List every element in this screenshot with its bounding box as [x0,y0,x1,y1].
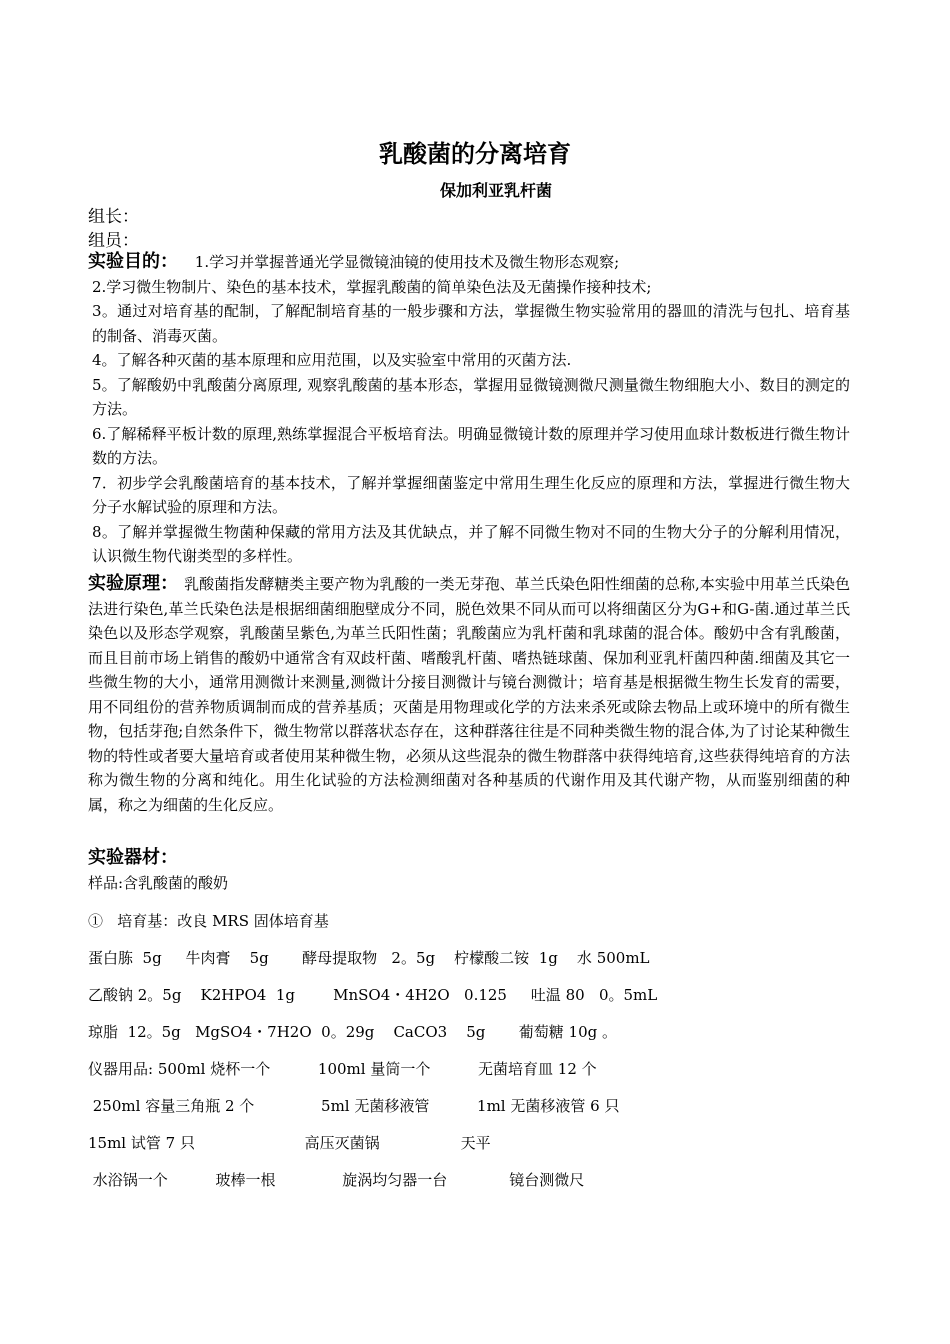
materials-section [88,846,850,895]
purpose-item: 8。了解并掌握微生物菌种保藏的常用方法及其优缺点，并了解不同微生物对不同的生物大分子的分解利用情况，认识微生物代谢类型的多样性。 [92,522,850,565]
purpose-item: 4。了解各种灭菌的基本原理和应用范围，以及实验室中常用的灭菌方法. [92,351,572,369]
material-line: 蛋白胨 5g 牛肉膏 5g 酵母提取物 2。5g 柠檬酸二铵 1g 水 500mL [88,949,650,967]
sample-text: 样品:含乳酸菌的酸奶 [88,873,229,892]
materials-heading: 实验器材： [88,847,178,868]
material-line: 15ml 试管 7 只 高压灭菌锅 天平 [88,1134,491,1152]
material-line: ① 培育基：改良 MRS 固体培育基 [88,912,329,930]
principle-text: 乳酸菌指发酵糖类主要产物为乳酸的一类无芽孢、革兰氏染色阳性细菌的总称,本实验中用革兰氏染色法进行染色,革兰氏染色法是根据细菌细胞壁成分不同，脱色效果不同从而可以将细菌区分为G+和G-菌.通过革兰氏染色以及形态学观察，乳酸菌呈紫色,为革兰氏阳性菌；乳酸菌应为乳杆菌和乳球菌的混合体。酸奶中含有乳酸菌，而且目前市场上销售的酸奶中通常含有双歧杆菌、嗜酸乳杆菌、嗜热链球菌、保加利亚乳杆菌四种菌.细菌及其它一些微生物的大小，通常用测微计来测量,测微计分接目测微计与镜台测微计；培育基是根据微生物生长发育的需要，用不同组份的营养物质调制而成的营养基质；灭菌是用物理或化学的方法来杀死或除去物品上或环境中的所有微生物，包括芽孢;自然条件下，微生物常以群落状态存在，这种群落往往是不同种类微生物的混合体,为了讨论某种微生物的特性或者要大量培育或者使用某种微生物，必须从这些混杂的微生物群落中获得纯培育,这些获得纯培育的方法称为微生物的分离和纯化。用生化试验的方法检测细菌对各种基质的代谢作用及其代谢产物，从而鉴别细菌的种属，称之为细菌的生化反应。 [88,575,850,814]
material-line: 250ml 容量三角瓶 2 个 5ml 无菌移液管 1ml 无菌移液管 6 只 [88,1097,620,1115]
purpose-item: 7．初步学会乳酸菌培育的基本技术，了解并掌握细菌鉴定中常用生理生化反应的原理和方法，掌握进行微生物大分子水解试验的原理和方法。 [92,473,850,516]
principle-heading: 实验原理： [88,573,179,594]
purpose-item: 5。了解酸奶中乳酸菌分离原理, 观察乳酸菌的基本形态，掌握用显微镜测微尺测量微生物细胞大小、数目的测定的方法。 [92,375,850,418]
purpose-item: 6.了解稀释平板计数的原理,熟练掌握混合平板培育法。明确显微镜计数的原理并学习使用血球计数板进行微生物计数的方法。 [92,424,850,467]
leader-label: 组长： [88,207,139,227]
principle-section [88,572,850,817]
purpose-heading: 实验目的： [88,251,178,272]
material-line: 乙酸钠 2。5g K2HPO4 1g MnSO4・4H2O 0.125 吐温 80 0。5mL [88,986,658,1004]
purpose-item: 3。通过对培育基的配制，了解配制培育基的一般步骤和方法，掌握微生物实验常用的器皿的清洗与包扎、培育基的制备、消毒灭菌。 [92,302,850,345]
material-line: 水浴锅一个 玻棒一根 旋涡均匀器一台 镜台测微尺 [88,1171,585,1189]
purpose-item: 1.学习并掌握普通光学显微镜油镜的使用技术及微生物形态观察; [194,253,620,271]
members-label: 组员： [88,231,139,251]
page-subtitle: 保加利亚乳杆菌 [440,181,553,200]
page-title: 乳酸菌的分离培育 [379,140,571,168]
material-line: 仪器用品: 500ml 烧杯一个 100ml 量筒一个 无菌培育皿 12 个 [88,1060,597,1078]
purpose-section [88,250,850,569]
purpose-item: 2.学习微生物制片、染色的基本技术，掌握乳酸菌的简单染色法及无菌操作接种技术; [92,277,652,296]
material-line: 琼脂 12。5g MgSO4・7H2O 0。29g CaCO3 5g 葡萄糖 10g 。 [88,1023,618,1041]
